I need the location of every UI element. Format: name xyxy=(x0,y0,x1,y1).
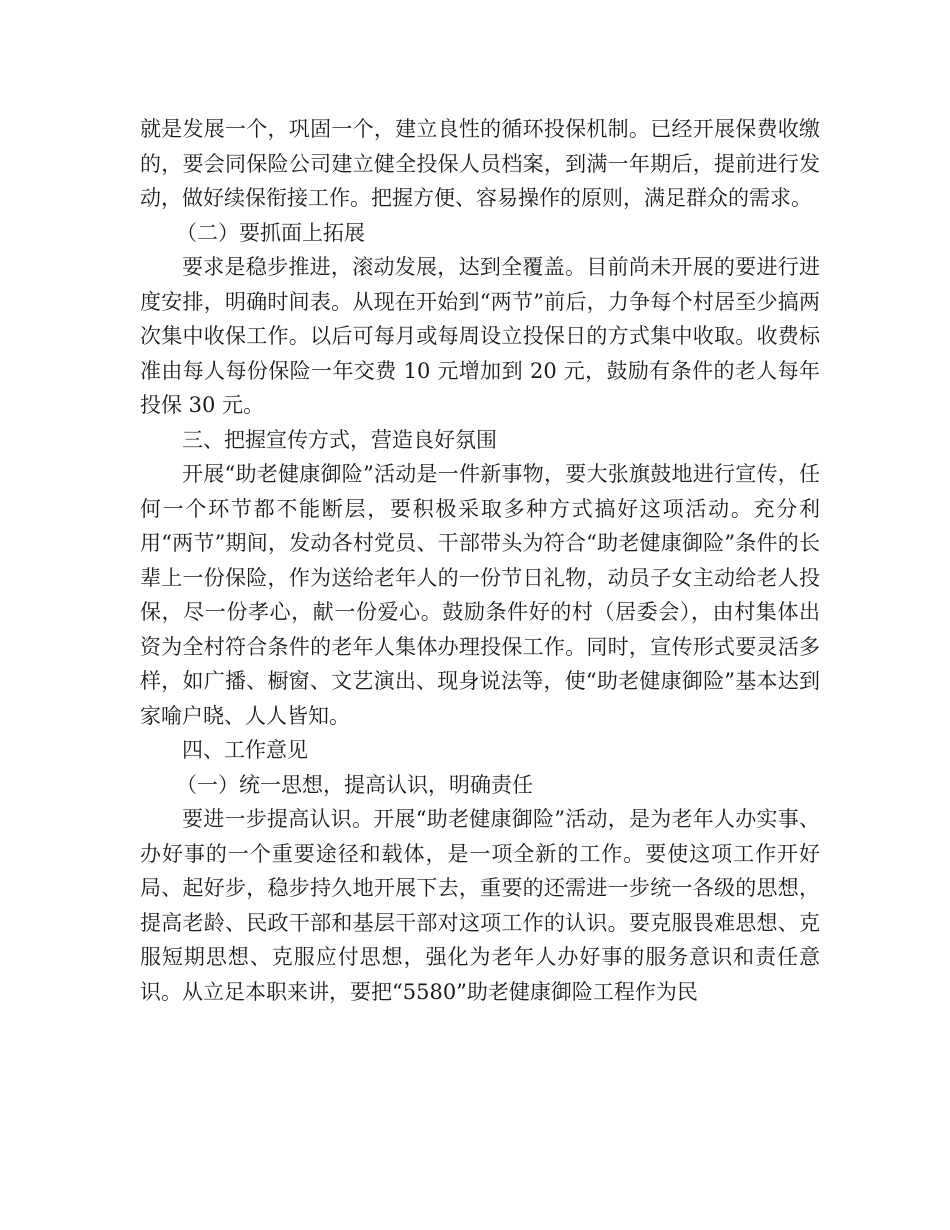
document-body xyxy=(140,112,820,1009)
subheading-expand-coverage: （二）要抓面上拓展 xyxy=(176,220,365,245)
paragraph-raise-awareness: 要进一步提高认识。开展“助老健康御险”活动，是为老年人办实事、办好事的一个重要途径和载体，是一项全新的工作。要使这项工作开好局、起好步，稳步持久地开展下去，重要的还需进一步统一各级的思想，提高老龄、民政干部和基层干部对这项工作的认识。要克服畏难思想、克服短期思想、克服应付思想，强化为老年人办好事的服务意识和责任意识。从立足本职来讲，要把“5580”助老健康御险工程作为民 xyxy=(140,807,820,1004)
paragraph-expansion-requirements: 要求是稳步推进，滚动发展，达到全覆盖。目前尚未开展的要进行进度安排，明确时间表。从现在开始到“两节”前后，力争每个村居至少搞两次集中收保工作。以后可每月或每周设立投保日的方式集中收取。收费标准由每人每份保险一年交费 10 元增加到 20 元，鼓励有条件的老人每年投保 30 元。 xyxy=(140,255,820,417)
section-heading-work-opinions: 四、工作意见 xyxy=(182,738,308,762)
subheading-unify-thinking: （一）统一思想，提高认识，明确责任 xyxy=(176,772,533,797)
paragraph-continuation: 就是发展一个，巩固一个，建立良性的循环投保机制。已经开展保费收缴的，要会同保险公司建立健全投保人员档案，到满一年期后，提前进行发动，做好续保衔接工作。把握方便、容易操作的原则，满足群众的需求。 xyxy=(140,117,820,210)
paragraph-publicity: 开展“助老健康御险”活动是一件新事物，要大张旗鼓地进行宣传，任何一个环节都不能断层，要积极采取多种方式搞好这项活动。充分利用“两节”期间，发动各村党员、干部带头为符合“助老健康御险”条件的长辈上一份保险，作为送给老年人的一份节日礼物，动员子女主动给老人投保，尽一份孝心，献一份爱心。鼓励条件好的村（居委会），由村集体出资为全村符合条件的老年人集体办理投保工作。同时，宣传形式要灵活多样，如广播、橱窗、文艺演出、现身说法等，使“助老健康御险”基本达到家喻户晓、人人皆知。 xyxy=(140,462,820,728)
section-heading-publicity: 三、把握宣传方式，营造良好氛围 xyxy=(182,427,497,452)
